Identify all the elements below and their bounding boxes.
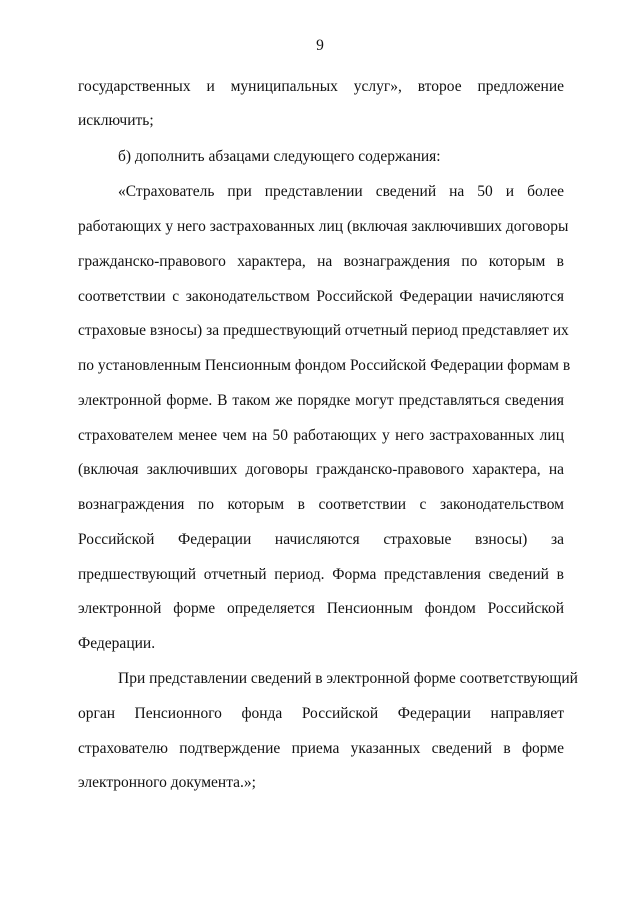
text-line: предшествующий отчетный период. Форма представления сведений в xyxy=(78,566,564,583)
text-line: «Страхователь при представлении сведений на 50 и более xyxy=(118,183,564,200)
text-line: Российской Федерации начисляются страховые взносы) за xyxy=(78,531,564,548)
text-line: (включая заключивших договоры гражданско-правового характера, на xyxy=(78,461,564,478)
text-line: соответствии с законодательством Российской Федерации начисляются xyxy=(78,288,564,305)
text-line: исключить; xyxy=(78,112,154,129)
text-line: государственных и муниципальных услуг», второе предложение xyxy=(78,78,564,95)
text-line: вознаграждения по которым в соответствии с законодательством xyxy=(78,496,564,513)
text-line: орган Пенсионного фонда Российской Федерации направляет xyxy=(78,705,564,722)
text-line: страхователю подтверждение приема указанных сведений в форме xyxy=(78,740,564,757)
text-line: по установленным Пенсионным фондом Российской Федерации формам в xyxy=(78,357,571,374)
text-line: При представлении сведений в электронной форме соответствующий xyxy=(118,670,578,687)
text-line: электронной форме. В таком же порядке могут представляться сведения xyxy=(78,392,564,409)
text-line: б) дополнить абзацами следующего содержания: xyxy=(118,148,441,165)
text-line: электронного документа.»; xyxy=(78,774,256,791)
text-line: страховые взносы) за предшествующий отчетный период представляет их xyxy=(78,322,569,339)
text-line: работающих у него застрахованных лиц (включая заключивших договоры xyxy=(78,218,569,235)
text-line: Федерации. xyxy=(78,635,156,652)
text-line: электронной форме определяется Пенсионным фондом Российской xyxy=(78,600,564,617)
text-line: страхователем менее чем на 50 работающих у него застрахованных лиц xyxy=(78,427,564,444)
page-number: 9 xyxy=(316,37,324,54)
text-line: гражданско-правового характера, на вознаграждения по которым в xyxy=(78,253,564,270)
